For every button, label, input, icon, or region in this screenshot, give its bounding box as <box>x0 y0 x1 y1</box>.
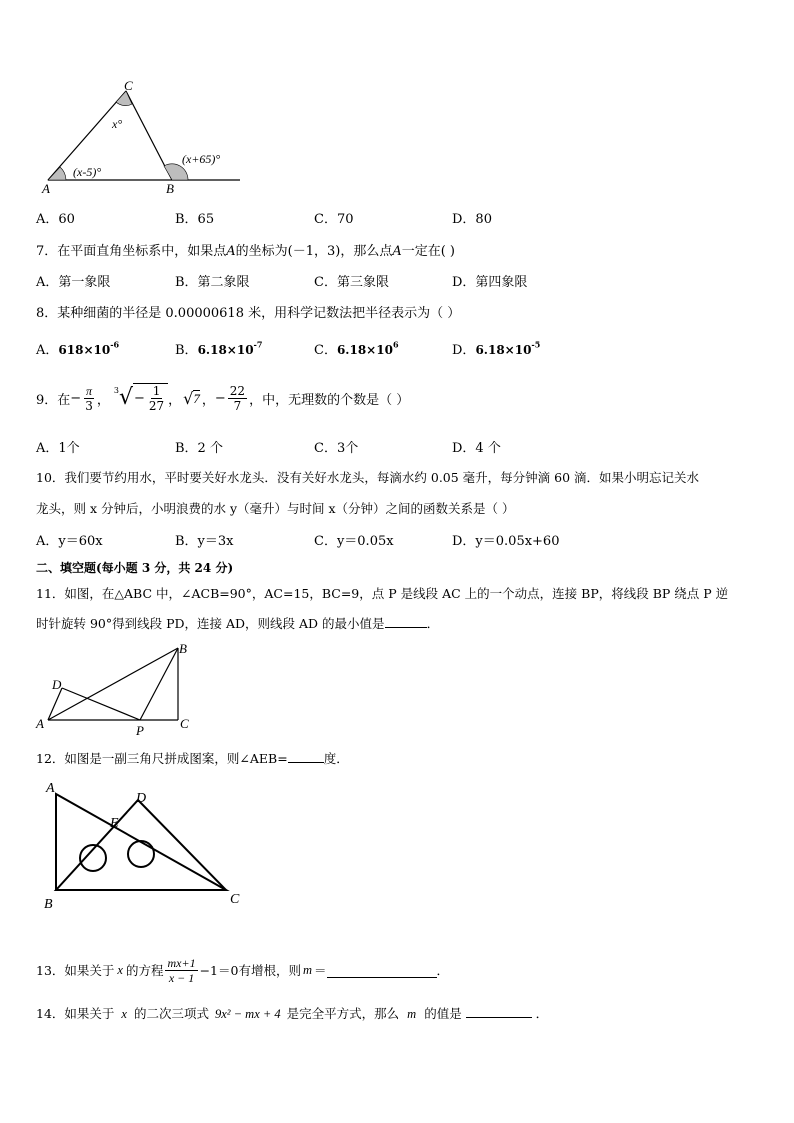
answer-blank <box>288 762 324 763</box>
q9-stem: 9．在 − $\frac{\pi}{3}$ ， $^3$ √ − $\frac{1}{27}$ ， √ 7 ， − $\frac{22}{7}$ ，中，无理数的个数是（ ） <box>36 383 410 413</box>
q8-stem: 8．某种细菌的半径是 0.00000618 米，用科学记数法把半径表示为（ ） <box>36 306 461 321</box>
triangle-figure-q6 <box>40 80 250 195</box>
section-title: 二、填空题(每小题 3 分，共 24 分) <box>36 561 234 575</box>
angle-b-exterior-mark <box>164 164 188 180</box>
right-triangle-figure-q11 <box>32 636 202 736</box>
label-c: C <box>180 716 189 731</box>
q11-line2: 时针旋转 90°得到线段 PD，连接 AD，则线段 AD 的最小值是 ． <box>36 616 440 631</box>
q9-option-b: B．2 个 <box>175 441 223 456</box>
q7-option-b: B．第二象限 <box>175 275 250 290</box>
square-root-7: √ 7 <box>183 388 200 408</box>
q6-option-d: D．80 <box>452 212 492 227</box>
q10-option-a: A．y＝60x <box>36 534 103 549</box>
label-b: B <box>166 181 174 195</box>
q6-option-a: A．60 <box>36 212 75 227</box>
label-p: P <box>136 723 144 736</box>
label-angle-a: (x-5)° <box>73 165 102 179</box>
answer-blank <box>466 1017 532 1018</box>
q9-option-c: C．3个 <box>314 441 359 456</box>
label-b: B <box>179 641 187 656</box>
q8-option-c: C．$6.18\times 10^6$ <box>314 339 399 358</box>
q11-line1: 11．如图，在△ABC 中，∠ACB=90°，AC=15，BC=9，点 P 是线段 AC 上的一个动点，连接 BP，将线段 BP 绕点 P 逆 <box>36 586 729 601</box>
label-a: A <box>42 181 50 195</box>
q6-option-c: C．70 <box>314 212 354 227</box>
q7-stem: 7．在平面直角坐标系中，如果点𝐴的坐标为(－1，3)，那么点𝐴一定在( ) <box>36 244 456 259</box>
label-d: D <box>52 677 62 692</box>
q7-option-d: D．第四象限 <box>452 275 528 290</box>
angle-c-mark <box>116 91 132 106</box>
fraction-mx-plus-1-over-x-minus-1: $\frac{mx+1}{x - 1}$ <box>167 955 196 985</box>
label-angle-c: x° <box>112 117 123 131</box>
label-a: A <box>36 716 44 731</box>
label-b: B <box>44 897 53 912</box>
label-e: E <box>110 816 119 831</box>
set-square-figure-q12 <box>36 772 256 917</box>
q8-option-b: B．$6.18\times 10^{-7}$ <box>175 339 263 358</box>
q12-stem: 12．如图是一副三角尺拼成图案，则∠AEB= 度． <box>36 751 349 766</box>
q10-line2: 龙头，则 x 分钟后，小明浪费的水 y（毫升）与时间 x（分钟）之间的函数关系是（ ） <box>36 501 515 516</box>
label-d: D <box>136 791 147 806</box>
label-c: C <box>230 892 240 907</box>
q13-stem: 13．如果关于 x 的方程 $\frac{mx+1}{x - 1}$ −1＝0有增根，则 m ＝ ． <box>36 955 450 985</box>
q7-option-a: A．第一象限 <box>36 275 111 290</box>
q9-option-a: A．1个 <box>36 441 80 456</box>
q8-option-d: D．$6.18\times 10^{-5}$ <box>452 339 541 358</box>
q6-option-b: B．65 <box>175 212 215 227</box>
label-angle-b: (x+65)° <box>182 152 221 166</box>
cube-root: $^3$ √ − $\frac{1}{27}$ <box>114 383 168 413</box>
q10-option-b: B．y＝3x <box>175 534 234 549</box>
fraction-pi-over-3: $\frac{\pi}{3}$ <box>85 383 93 413</box>
fraction-22-over-7: $\frac{22}{7}$ <box>229 383 246 413</box>
q10-option-d: D．y＝0.05x+60 <box>452 534 560 549</box>
label-c: C <box>124 80 133 93</box>
q8-option-a: A．$618\times 10^{-6}$ <box>36 339 120 358</box>
answer-blank <box>327 963 437 978</box>
answer-blank <box>385 627 427 628</box>
label-a: A <box>46 781 55 796</box>
q10-line1: 10．我们要节约用水，平时要关好水龙头．没有关好水龙头，每滴水约 0.05 毫升，每分钟滴 60 滴．如果小明忘记关水 <box>36 470 700 485</box>
q9-option-d: D．4 个 <box>452 441 501 456</box>
q14-stem: 14．如果关于 x 的二次三项式 9x² − mx + 4 是完全平方式，那么 m 的值是 ． <box>36 1006 549 1021</box>
q10-option-c: C．y＝0.05x <box>314 534 394 549</box>
q7-option-c: C．第三象限 <box>314 275 389 290</box>
